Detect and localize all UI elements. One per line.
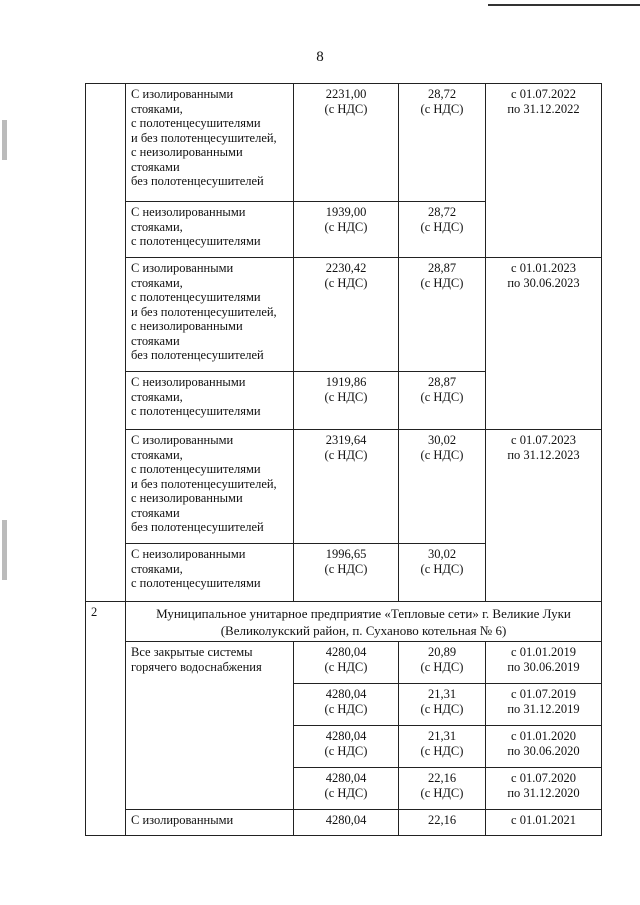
top-edge-rule [488, 4, 640, 6]
period-cell: с 01.07.2022 по 31.12.2022 [486, 84, 602, 258]
table-row [86, 84, 602, 202]
component-1-cell: 2231,00 (с НДС) [294, 84, 399, 202]
description-cell: С неизолированными стояками, с полотенцесушителями [126, 372, 294, 430]
component-1-cell: 2230,42 (с НДС) [294, 258, 399, 372]
component-2-cell: 28,72 (с НДС) [399, 84, 486, 202]
table-row [86, 642, 602, 684]
component-2-cell: 30,02 (с НДС) [399, 544, 486, 602]
description-cell: С изолированными [126, 810, 294, 836]
tariff-table [85, 83, 602, 836]
organization-name-cell: Муниципальное унитарное предприятие «Тепловые сети» г. Великие Луки (Великолукский район, п. Суханово котельная № 6) [126, 602, 602, 642]
index-cell-empty [86, 84, 126, 602]
component-2-cell: 20,89 (с НДС) [399, 642, 486, 684]
component-1-cell: 4280,04 [294, 810, 399, 836]
period-cell: с 01.07.2023 по 31.12.2023 [486, 430, 602, 602]
description-cell: Все закрытые системы горячего водоснабжения [126, 642, 294, 810]
period-cell: с 01.07.2019 по 31.12.2019 [486, 684, 602, 726]
table-row [86, 810, 602, 836]
component-2-cell: 28,87 (с НДС) [399, 258, 486, 372]
component-1-cell: 4280,04 (с НДС) [294, 726, 399, 768]
component-2-cell: 21,31 (с НДС) [399, 684, 486, 726]
organization-index: 2 [86, 602, 126, 836]
period-cell: с 01.07.2020 по 31.12.2020 [486, 768, 602, 810]
description-cell: С неизолированными стояками, с полотенцесушителями [126, 544, 294, 602]
period-cell: с 01.01.2023 по 30.06.2023 [486, 258, 602, 430]
description-cell: С неизолированными стояками, с полотенцесушителями [126, 202, 294, 258]
component-1-cell: 4280,04 (с НДС) [294, 684, 399, 726]
page-number: 8 [316, 49, 324, 65]
component-2-cell: 22,16 [399, 810, 486, 836]
component-1-cell: 1939,00 (с НДС) [294, 202, 399, 258]
description-cell: С изолированными стояками, с полотенцесушителями и без полотенцесушителей, с неизолированными стояками без полотенцесушителей [126, 430, 294, 544]
description-cell: С изолированными стояками, с полотенцесушителями и без полотенцесушителей, с неизолированными стояками без полотенцесушителей [126, 84, 294, 202]
organization-row [86, 602, 602, 642]
component-2-cell: 21,31 (с НДС) [399, 726, 486, 768]
period-cell: с 01.01.2019 по 30.06.2019 [486, 642, 602, 684]
component-1-cell: 4280,04 (с НДС) [294, 642, 399, 684]
period-cell: с 01.01.2020 по 30.06.2020 [486, 726, 602, 768]
scan-edge-mark [2, 520, 7, 580]
table-row [86, 258, 602, 372]
component-1-cell: 1919,86 (с НДС) [294, 372, 399, 430]
period-cell: с 01.01.2021 [486, 810, 602, 836]
scan-edge-mark [2, 120, 7, 160]
description-cell: С изолированными стояками, с полотенцесушителями и без полотенцесушителей, с неизолированными стояками без полотенцесушителей [126, 258, 294, 372]
component-2-cell: 28,72 (с НДС) [399, 202, 486, 258]
table-row [86, 430, 602, 544]
component-1-cell: 4280,04 (с НДС) [294, 768, 399, 810]
component-1-cell: 1996,65 (с НДС) [294, 544, 399, 602]
component-1-cell: 2319,64 (с НДС) [294, 430, 399, 544]
component-2-cell: 28,87 (с НДС) [399, 372, 486, 430]
component-2-cell: 22,16 (с НДС) [399, 768, 486, 810]
component-2-cell: 30,02 (с НДС) [399, 430, 486, 544]
